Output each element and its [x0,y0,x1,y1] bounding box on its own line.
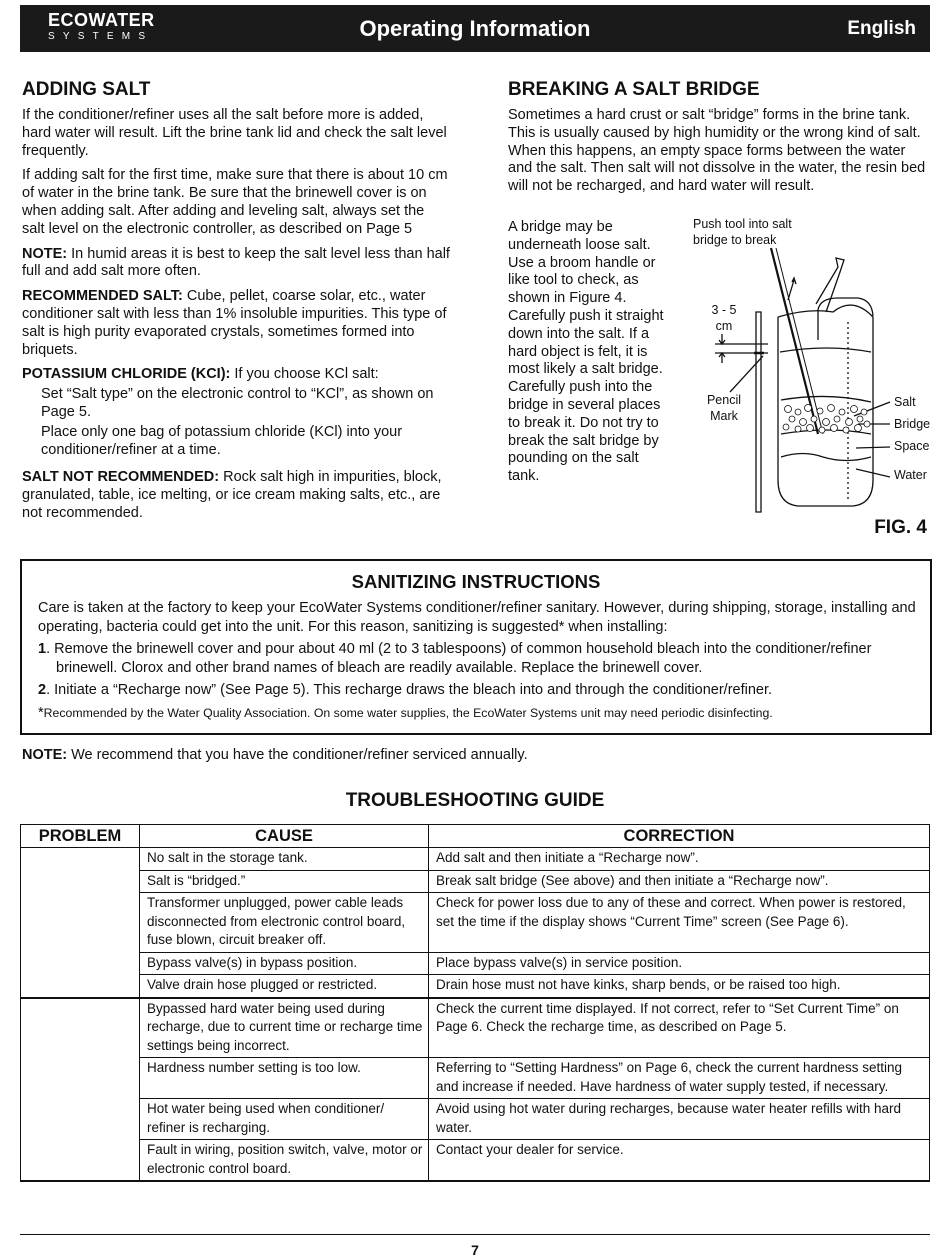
step-1-number: 1 [38,641,47,657]
footer-divider [20,1234,930,1235]
correction-cell: Break salt bridge (See above) and then initiate a “Recharge now”. [429,870,930,893]
problem-cell [21,848,140,998]
step-2-text: . Initiate a “Recharge now” (See Page 5). This recharge draws the bleach into and through the conditioner/refiner. [46,682,773,698]
adding-salt-paragraph-1: If the conditioner/refiner uses all the salt before more is added, hard water will result. Lift the brine tank lid and check the salt level frequently. [22,107,447,159]
sanitizing-box [20,559,932,735]
cause-cell: No salt in the storage tank. [140,848,429,871]
correction-cell: Referring to “Setting Hardness” on Page 6, check the current hardness setting and increase if needed. Have hardness of water supply tested, if necessary. [429,1058,930,1099]
brine-tank-illustration [668,212,938,542]
sanitizing-heading: SANITIZING INSTRUCTIONS [351,571,601,592]
salt-bridge-heading: BREAKING A SALT BRIDGE [508,79,760,100]
header-correction: CORRECTION [429,825,930,848]
salt-label: Salt [894,395,916,409]
correction-cell: Drain hose must not have kinks, sharp bends, or be raised too high. [429,975,930,998]
sanitizing-step-2 [38,681,918,700]
recommended-salt-label: RECOMMENDED SALT: [22,288,183,305]
table-row [21,1058,930,1099]
salt-not-recommended-label: SALT NOT RECOMMENDED: [22,469,220,486]
adding-salt-section [22,79,450,530]
humid-note [22,246,450,282]
correction-cell: Add salt and then initiate a “Recharge now”. [429,848,930,871]
correction-cell: Place bypass valve(s) in service position. [429,952,930,975]
header-problem: PROBLEM [21,825,140,848]
page-number: 7 [471,1242,479,1258]
space-label: Space [894,439,930,453]
footnote-star: * [38,704,44,721]
sanitizing-footnote [38,704,918,723]
pencil-mark-label: Pencil Mark [706,393,742,423]
page-title: Operating Information [359,16,591,41]
correction-cell: Check for power loss due to any of these and correct. When power is restored, set the time if the display shows “Current Time” screen (See Page 6). [429,893,930,953]
troubleshooting-title: TROUBLESHOOTING GUIDE [345,790,605,811]
sanitizing-intro: Care is taken at the factory to keep your EcoWater Systems conditioner/refiner sanitary. However, during shipping, storage, installing and operating, bacteria could get into the unit. For this reason, sanitizing is suggested* when installing: [38,600,916,635]
table-row [21,975,930,998]
figure-4 [668,212,938,542]
salt-not-recommended [22,469,450,522]
water-label: Water [894,468,927,482]
header-cause: CAUSE [140,825,429,848]
cause-cell: Hot water being used when conditioner/ refiner is recharging. [140,1099,429,1140]
cause-cell: Valve drain hose plugged or restricted. [140,975,429,998]
service-note-label: NOTE: [22,747,68,763]
cause-cell: Fault in wiring, position switch, valve, motor or electronic control board. [140,1140,429,1182]
adding-salt-heading: ADDING SALT [22,79,151,100]
sanitizing-body [38,599,918,726]
brand-name: ECOWATER [48,10,155,30]
depth-label: 3 - 5 cm [711,303,737,333]
language-label: English [847,18,916,39]
potassium-chloride [22,366,450,384]
table-row [21,848,930,871]
problem-cell [21,998,140,1182]
recommended-salt [22,288,450,359]
troubleshooting-table [20,824,930,1182]
step-1-text: . Remove the brinewell cover and pour about 40 ml (2 to 3 tablespoons) of common household bleach into the conditioner/refiner brinewell. Clorox and other brand names of bleach are readily available. Replace the brinewell cover. [46,641,872,676]
potassium-chloride-text: If you choose KCl salt: [230,366,379,383]
salt-not-recommended-text: Rock salt high in impurities, block, granulated, table, ice melting, or ice cream making salts, etc., are not recommended. [22,469,442,521]
service-note [22,747,528,763]
table-row [21,998,930,1058]
table-row [21,1140,930,1182]
note-text: In humid areas it is best to keep the salt level less than half full and add salt more often. [22,245,450,280]
brand-subtitle: SYSTEMS [48,31,154,42]
recommended-salt-text: Cube, pellet, coarse solar, etc., water conditioner salt with less than 1% insoluble impurities. This type of salt is high purity evaporated crystals, sometimes formed into briquets. [22,288,447,358]
step-2-number: 2 [38,682,47,698]
salt-bridge-paragraph-1: Sometimes a hard crust or salt “bridge” forms in the brine tank. This is usually caused by high humidity or the wrong kind of salt. When this happens, an empty space forms between the water and the salt. Then salt will not dissolve in the water, the resin bed will not be recharged, and hard water will result. [508,107,926,195]
table-row [21,893,930,953]
table-row [21,870,930,893]
push-tool-label: Push tool into salt bridge to break [693,217,792,247]
table-row [21,1099,930,1140]
correction-cell: Avoid using hot water during recharges, because water heater refills with hard water. [429,1099,930,1140]
header-banner [20,5,930,52]
correction-cell: Check the current time displayed. If not correct, refer to “Set Current Time” on Page 6. Check the recharge time, as described on Page 5. [429,998,930,1058]
kcl-item-1: Set “Salt type” on the electronic control to “KCl”, as shown on Page 5. [41,386,434,420]
cause-cell: Bypassed hard water being used during recharge, due to current time or recharge time settings being incorrect. [140,998,429,1058]
service-note-text: We recommend that you have the conditioner/refiner serviced annually. [67,747,528,763]
bridge-label: Bridge [894,417,931,431]
salt-bridge-paragraph-2: A bridge may be underneath loose salt. Use a broom handle or like tool to check, as shown in Figure 4. Carefully push it straight down into the salt. If a hard object is felt, it is most likely a salt bridge. Carefully push into the bridge in several places to break it. Do not try to break the salt bridge by pounding on the salt tank. [508,219,664,485]
cause-cell: Transformer unplugged, power cable leads disconnected from electronic control board, fuse blown, circuit breaker off. [140,893,429,953]
note-label: NOTE: [22,245,68,262]
cause-cell: Salt is “bridged.” [140,870,429,893]
kcl-item-2: Place only one bag of potassium chloride (KCl) into your conditioner/refiner at a time. [41,423,403,458]
figure-caption: FIG. 4 [874,517,927,538]
potassium-chloride-label: POTASSIUM CHLORIDE (KCI): [22,366,231,383]
salt-bridge-section [508,79,928,203]
cause-cell: Hardness number setting is too low. [140,1058,429,1099]
table-header-row [21,825,930,848]
correction-cell: Contact your dealer for service. [429,1140,930,1182]
adding-salt-paragraph-2: If adding salt for the first time, make sure that there is about 10 cm of water in the brine tank. Be sure that the brinewell cover is on when adding salt. After adding and leveling salt, always set the salt level on the electronic controller, as described on Page 5 [22,167,448,237]
cause-cell: Bypass valve(s) in bypass position. [140,952,429,975]
footnote-text: Recommended by the Water Quality Association. On some water supplies, the EcoWater Systems unit may need periodic disinfecting. [43,705,773,720]
table-row [21,952,930,975]
sanitizing-step-1 [38,640,918,677]
